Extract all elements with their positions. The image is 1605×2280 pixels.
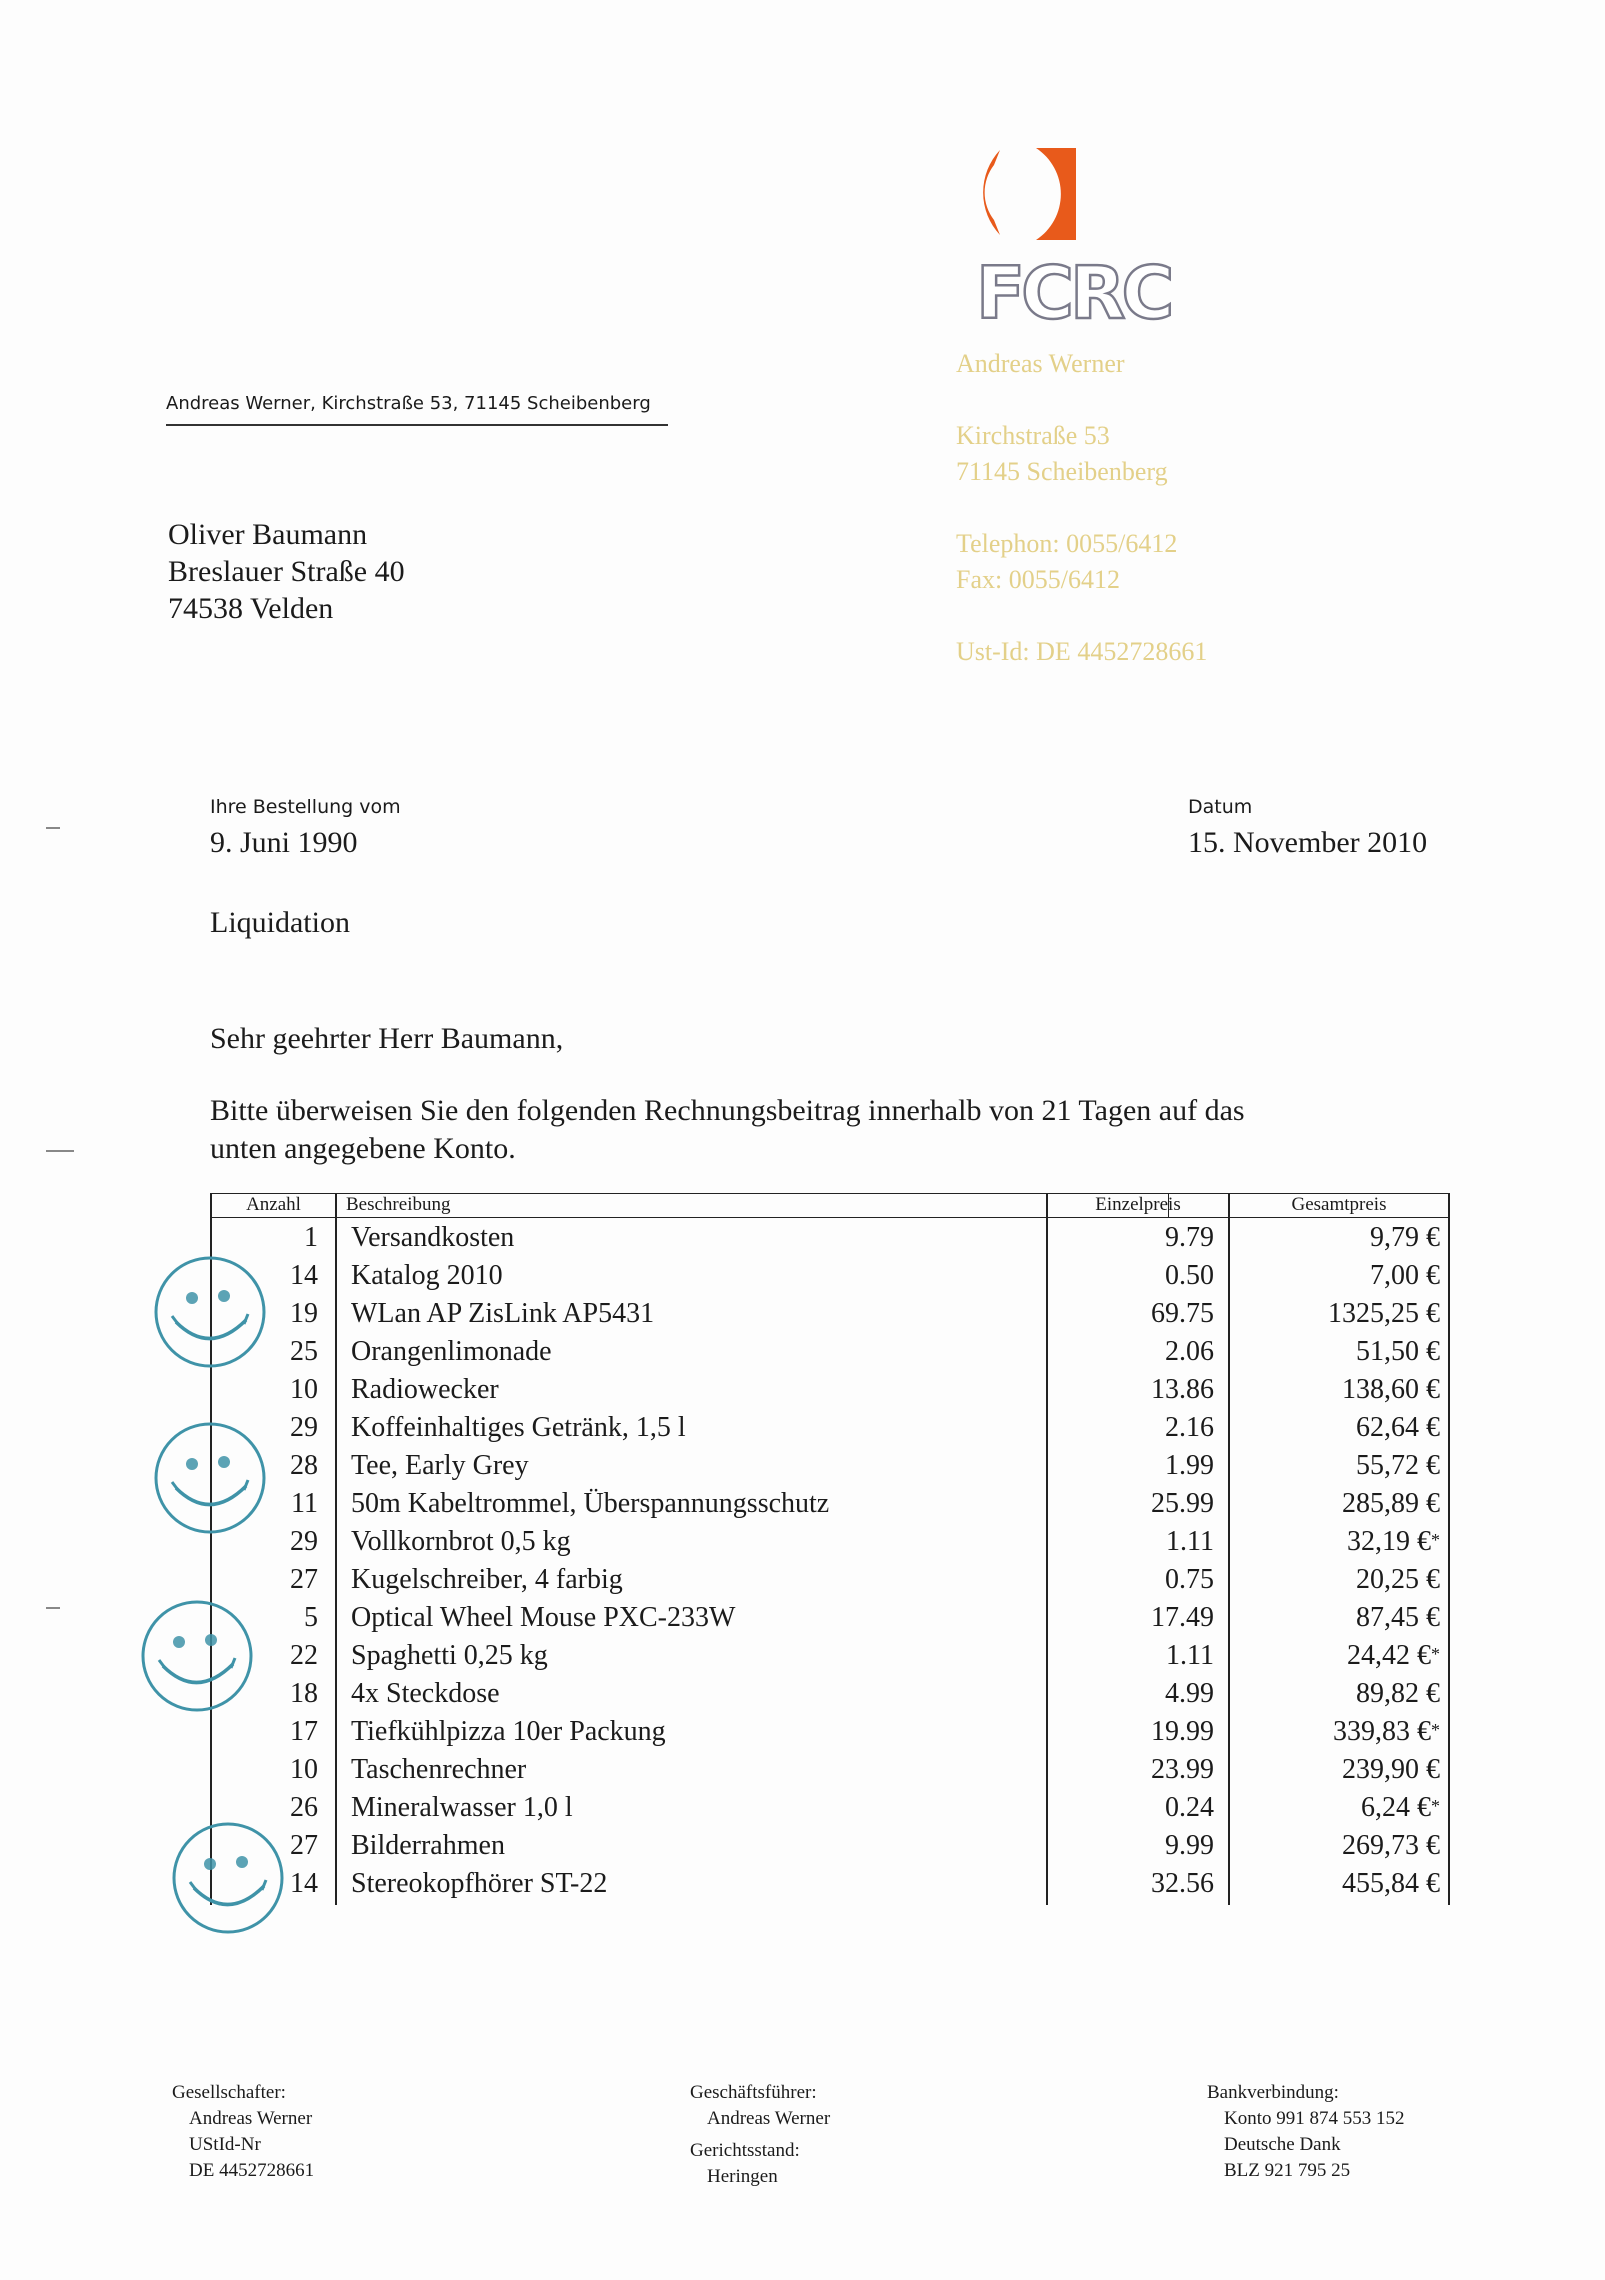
row-qty: 26 bbox=[290, 1792, 318, 1823]
row-total-cell bbox=[1230, 1257, 1440, 1295]
row-unit-price: 69.75 bbox=[1151, 1298, 1214, 1329]
row-unit-price: 0.24 bbox=[1165, 1792, 1214, 1823]
recipient-street: Breslauer Straße 40 bbox=[168, 555, 405, 588]
row-total: 239,90 € bbox=[1342, 1754, 1440, 1785]
row-unit-price: 32.56 bbox=[1151, 1868, 1214, 1899]
order-date-label: Ihre Bestellung vom bbox=[210, 796, 401, 818]
row-total: 32,19 € bbox=[1347, 1526, 1431, 1557]
fold-mark bbox=[46, 1607, 60, 1609]
footer-management-name: Andreas Werner bbox=[707, 2108, 831, 2129]
table-row bbox=[210, 1409, 1450, 1447]
row-unit-price: 2.16 bbox=[1165, 1412, 1214, 1443]
row-total-cell bbox=[1230, 1599, 1440, 1637]
sender-name: Andreas Werner bbox=[956, 349, 1125, 378]
header-unit: Einzelpreis bbox=[1046, 1193, 1230, 1218]
row-total-cell bbox=[1230, 1789, 1440, 1827]
company-logo bbox=[956, 140, 1196, 330]
row-description: Vollkornbrot 0,5 kg bbox=[351, 1526, 571, 1557]
row-description: Stereokopfhörer ST-22 bbox=[351, 1868, 608, 1899]
row-qty: 22 bbox=[290, 1640, 318, 1671]
row-total: 20,25 € bbox=[1356, 1564, 1440, 1595]
header-qty: Anzahl bbox=[210, 1193, 337, 1218]
row-description: Taschenrechner bbox=[351, 1754, 527, 1785]
row-footnote-mark: * bbox=[1431, 1530, 1440, 1550]
table-row bbox=[210, 1561, 1450, 1599]
row-description: 4x Steckdose bbox=[351, 1678, 500, 1709]
sender-street: Kirchstraße 53 bbox=[956, 421, 1110, 450]
smiley-stamp-icon bbox=[168, 1818, 288, 1938]
row-total: 455,84 € bbox=[1342, 1868, 1440, 1899]
row-description: Mineralwasser 1,0 l bbox=[351, 1792, 573, 1823]
footer-bank-account: Konto 991 874 553 152 bbox=[1224, 2108, 1405, 2129]
footer-bank bbox=[1207, 2080, 1405, 2184]
row-total: 24,42 € bbox=[1347, 1640, 1431, 1671]
table-row bbox=[210, 1827, 1450, 1865]
row-unit-price: 9.99 bbox=[1165, 1830, 1214, 1861]
table-row bbox=[210, 1751, 1450, 1789]
row-description: Versandkosten bbox=[351, 1222, 515, 1253]
sender-ustid: Ust-Id: DE 4452728661 bbox=[956, 637, 1208, 666]
row-qty: 1 bbox=[304, 1222, 318, 1253]
row-qty: 14 bbox=[290, 1260, 318, 1291]
subject: Liquidation bbox=[210, 906, 350, 939]
table-row bbox=[210, 1713, 1450, 1751]
recipient-address bbox=[168, 516, 405, 627]
footer-bank-blz: BLZ 921 795 25 bbox=[1224, 2160, 1351, 2181]
date-label: Datum bbox=[1188, 796, 1253, 818]
body-line-1: Bitte überweisen Sie den folgenden Rechnungsbeitrag innerhalb von 21 Tagen auf das bbox=[210, 1094, 1245, 1127]
row-total-cell bbox=[1230, 1333, 1440, 1371]
sender-phone: Telephon: 0055/6412 bbox=[956, 529, 1178, 558]
row-total: 9,79 € bbox=[1370, 1222, 1440, 1253]
body-line-2: unten angegebene Konto. bbox=[210, 1132, 516, 1165]
return-address-rule bbox=[166, 424, 668, 426]
row-qty: 27 bbox=[290, 1830, 318, 1861]
row-description: Katalog 2010 bbox=[351, 1260, 503, 1291]
header-desc: Beschreibung bbox=[335, 1193, 1169, 1218]
row-total: 269,73 € bbox=[1342, 1830, 1440, 1861]
row-total-cell bbox=[1230, 1219, 1440, 1257]
row-qty: 10 bbox=[290, 1374, 318, 1405]
row-footnote-mark: * bbox=[1431, 1644, 1440, 1664]
row-qty: 11 bbox=[291, 1488, 318, 1519]
row-unit-price: 19.99 bbox=[1151, 1716, 1214, 1747]
logo-mark-icon bbox=[956, 140, 1196, 330]
footer-court: Heringen bbox=[707, 2166, 778, 2187]
row-total-cell bbox=[1230, 1865, 1440, 1903]
row-qty: 25 bbox=[290, 1336, 318, 1367]
row-qty: 5 bbox=[304, 1602, 318, 1633]
row-description: 50m Kabeltrommel, Überspannungsschutz bbox=[351, 1488, 830, 1519]
invoice-table bbox=[210, 1193, 1450, 1905]
row-qty: 29 bbox=[290, 1526, 318, 1557]
row-total-cell bbox=[1230, 1409, 1440, 1447]
smiley-stamp-icon bbox=[150, 1418, 270, 1538]
row-unit-price: 9.79 bbox=[1165, 1222, 1214, 1253]
punch-mark bbox=[46, 1150, 74, 1152]
row-total-cell bbox=[1230, 1295, 1440, 1333]
row-total: 51,50 € bbox=[1356, 1336, 1440, 1367]
row-total-cell bbox=[1230, 1485, 1440, 1523]
row-total: 339,83 € bbox=[1333, 1716, 1431, 1747]
row-unit-price: 2.06 bbox=[1165, 1336, 1214, 1367]
row-total: 89,82 € bbox=[1356, 1678, 1440, 1709]
row-total-cell bbox=[1230, 1713, 1440, 1751]
row-qty: 10 bbox=[290, 1754, 318, 1785]
sender-city: 71145 Scheibenberg bbox=[956, 457, 1168, 486]
row-unit-price: 0.75 bbox=[1165, 1564, 1214, 1595]
table-row bbox=[210, 1523, 1450, 1561]
table-row bbox=[210, 1371, 1450, 1409]
row-total: 7,00 € bbox=[1370, 1260, 1440, 1291]
row-qty: 27 bbox=[290, 1564, 318, 1595]
row-qty: 17 bbox=[290, 1716, 318, 1747]
table-row bbox=[210, 1485, 1450, 1523]
footer-bank-title: Bankverbindung: bbox=[1207, 2082, 1339, 2103]
row-description: Tee, Early Grey bbox=[351, 1450, 529, 1481]
table-row bbox=[210, 1675, 1450, 1713]
footer-court-title: Gerichtsstand: bbox=[690, 2140, 800, 2161]
footer-ustid: DE 4452728661 bbox=[189, 2160, 315, 2181]
row-description: Tiefkühlpizza 10er Packung bbox=[351, 1716, 666, 1747]
row-total-cell bbox=[1230, 1561, 1440, 1599]
sender-fax: Fax: 0055/6412 bbox=[956, 565, 1120, 594]
row-qty: 14 bbox=[290, 1868, 318, 1899]
row-total-cell bbox=[1230, 1675, 1440, 1713]
row-total: 1325,25 € bbox=[1328, 1298, 1440, 1329]
row-total: 6,24 € bbox=[1361, 1792, 1431, 1823]
row-unit-price: 25.99 bbox=[1151, 1488, 1214, 1519]
logo-text: FCRC bbox=[976, 251, 1171, 330]
row-qty: 28 bbox=[290, 1450, 318, 1481]
footer-management-title: Geschäftsführer: bbox=[690, 2082, 817, 2103]
table-row bbox=[210, 1257, 1450, 1295]
row-unit-price: 1.99 bbox=[1165, 1450, 1214, 1481]
table-row bbox=[210, 1637, 1450, 1675]
row-unit-price: 13.86 bbox=[1151, 1374, 1214, 1405]
header-total: Gesamtpreis bbox=[1228, 1193, 1450, 1218]
row-unit-price: 1.11 bbox=[1166, 1640, 1214, 1671]
row-description: Koffeinhaltiges Getränk, 1,5 l bbox=[351, 1412, 686, 1443]
row-total-cell bbox=[1230, 1751, 1440, 1789]
return-address: Andreas Werner, Kirchstraße 53, 71145 Scheibenberg bbox=[166, 393, 651, 414]
footer-ustid-label: UStId-Nr bbox=[189, 2134, 261, 2155]
row-qty: 29 bbox=[290, 1412, 318, 1443]
footer-partners bbox=[172, 2080, 314, 2184]
row-total: 87,45 € bbox=[1356, 1602, 1440, 1633]
row-unit-price: 23.99 bbox=[1151, 1754, 1214, 1785]
table-row bbox=[210, 1789, 1450, 1827]
salutation: Sehr geehrter Herr Baumann, bbox=[210, 1022, 564, 1055]
row-description: Bilderrahmen bbox=[351, 1830, 505, 1861]
table-row bbox=[210, 1333, 1450, 1371]
fold-mark bbox=[46, 827, 60, 829]
row-qty: 19 bbox=[290, 1298, 318, 1329]
table-row bbox=[210, 1447, 1450, 1485]
row-footnote-mark: * bbox=[1431, 1720, 1440, 1740]
row-footnote-mark: * bbox=[1431, 1796, 1440, 1816]
row-description: Radiowecker bbox=[351, 1374, 499, 1405]
row-total-cell bbox=[1230, 1447, 1440, 1485]
row-total-cell bbox=[1230, 1523, 1440, 1561]
footer-bank-name: Deutsche Dank bbox=[1224, 2134, 1341, 2155]
row-description: Orangenlimonade bbox=[351, 1336, 552, 1367]
row-total-cell bbox=[1230, 1637, 1440, 1675]
recipient-city: 74538 Velden bbox=[168, 592, 334, 625]
row-total-cell bbox=[1230, 1827, 1440, 1865]
smiley-stamp-icon bbox=[150, 1252, 270, 1372]
row-total: 285,89 € bbox=[1342, 1488, 1440, 1519]
row-description: WLan AP ZisLink AP5431 bbox=[351, 1298, 655, 1329]
table-row bbox=[210, 1865, 1450, 1903]
recipient-name: Oliver Baumann bbox=[168, 518, 368, 551]
row-qty: 18 bbox=[290, 1678, 318, 1709]
row-total-cell bbox=[1230, 1371, 1440, 1409]
document-date: 15. November 2010 bbox=[1188, 826, 1428, 859]
row-total: 138,60 € bbox=[1342, 1374, 1440, 1405]
row-total: 55,72 € bbox=[1356, 1450, 1440, 1481]
row-unit-price: 17.49 bbox=[1151, 1602, 1214, 1633]
footer-management bbox=[690, 2080, 830, 2190]
row-description: Optical Wheel Mouse PXC-233W bbox=[351, 1602, 736, 1633]
row-total: 62,64 € bbox=[1356, 1412, 1440, 1443]
order-date: 9. Juni 1990 bbox=[210, 826, 358, 859]
row-description: Kugelschreiber, 4 farbig bbox=[351, 1564, 623, 1595]
footer-partners-title: Gesellschafter: bbox=[172, 2082, 286, 2103]
row-description: Spaghetti 0,25 kg bbox=[351, 1640, 548, 1671]
table-row bbox=[210, 1295, 1450, 1333]
smiley-stamp-icon bbox=[137, 1596, 257, 1716]
table-row bbox=[210, 1219, 1450, 1257]
table-row bbox=[210, 1599, 1450, 1637]
row-unit-price: 0.50 bbox=[1165, 1260, 1214, 1291]
row-unit-price: 4.99 bbox=[1165, 1678, 1214, 1709]
footer-partners-name: Andreas Werner bbox=[189, 2108, 313, 2129]
row-unit-price: 1.11 bbox=[1166, 1526, 1214, 1557]
